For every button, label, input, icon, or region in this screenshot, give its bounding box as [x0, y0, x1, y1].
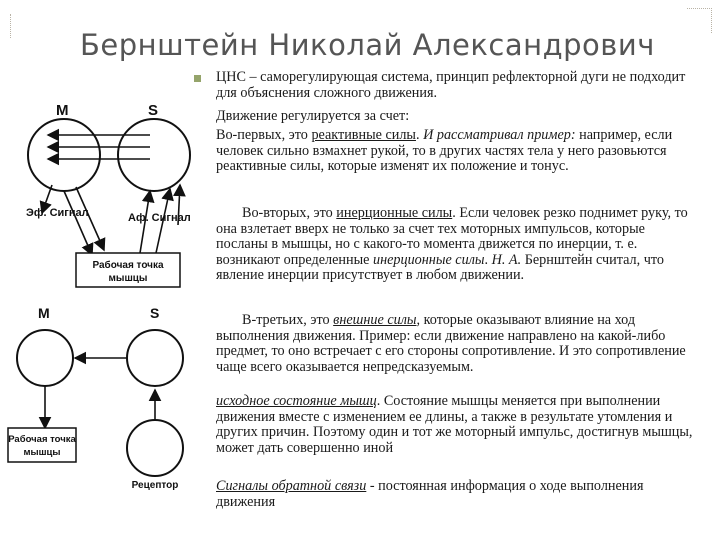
text-segment: . Если человек резко поднимет руку, то она взлетает вверх не только за счет тех моторных импульсов, которые посланы в мышцы, но с какого-то момента движется по инерции, т. е. возникают определенные	[216, 205, 688, 268]
label-m: М	[38, 305, 50, 321]
text-segment: , которые оказывают влияние на ход выполнения движения. Пример: если движение направлено на какой-либо предмет, то оно встречает с его стороны сопротивление. И это сопротивление чаще всего оказывается непредсказуемым.	[216, 312, 686, 375]
term-muscle-state: исходное состояние мышц	[216, 393, 377, 409]
label-m: М	[56, 102, 69, 119]
diagram-reflex-ring-1	[0, 85, 215, 310]
motor-center-circle	[17, 330, 73, 386]
text-italic-segment: Н. А.	[491, 251, 522, 268]
sensory-center-circle	[127, 330, 183, 386]
label-s: S	[148, 102, 159, 119]
text-italic-segment: инерционные силы	[372, 251, 485, 268]
box-label-line1: Рабочая точка	[8, 434, 76, 445]
text-segment: например, если человек сильно взмахнет рукой, то в других частях тела у него разовьются реактивные силы, которые изменят их положение и тонус.	[216, 127, 673, 175]
arrow-efferent	[64, 191, 92, 255]
text-segment: - постоянная информация о ходе выполнения движения	[216, 478, 644, 510]
term-feedback-signals: Сигналы обратной связи	[216, 478, 367, 494]
label-receptor: Рецептор	[131, 480, 179, 491]
label-afferent-signal: Аф. Сигнал	[128, 212, 191, 224]
bullet-square-icon	[194, 75, 201, 82]
label-efferent-signal: Эф. Сигнал	[26, 207, 89, 219]
slide-title: Бернштейн Николай Александрович	[80, 28, 655, 62]
box-label-line1: Рабочая точка	[92, 260, 164, 271]
text-segment: Во-первых, это	[216, 127, 312, 143]
paragraph-reactive-forces	[216, 128, 696, 175]
sensory-center-circle	[118, 119, 190, 191]
diagram-reflex-ring-2	[0, 300, 215, 500]
term-reactive-forces: реактивные силы	[311, 127, 416, 143]
label-s: S	[150, 305, 160, 321]
paragraph-muscle-state	[216, 394, 696, 456]
frame-corner-decoration	[687, 8, 712, 33]
text-segment: Во-вторых, это	[242, 205, 337, 221]
text-segment: .	[484, 251, 492, 268]
text-segment: .	[415, 127, 424, 143]
text-segment: Бернштейн считал, что явление инерции присутствует в любом движении.	[216, 251, 664, 284]
paragraph-cns: ЦНС – саморегулирующая система, принцип рефлекторной дуги не подходит для объяснения сложного движения.	[216, 69, 686, 101]
frame-left-decoration	[10, 14, 12, 38]
receptor-circle	[127, 420, 183, 476]
paragraph-external-forces	[216, 313, 696, 375]
text-italic-segment: И рассматривал пример:	[423, 127, 576, 143]
paragraph-inertial-forces	[216, 206, 696, 284]
term-external-forces: внешние силы	[333, 312, 417, 328]
motor-center-circle	[28, 119, 100, 191]
text-segment: В-третьих, это	[242, 312, 334, 328]
text-segment: . Состояние мышцы меняется при выполнении движения вместе с изменением ее длины, а также в результате утомления и других причин. Поэтому один и тот же моторный импульс, достигнув мышцы, может дать совершенно иной	[216, 393, 693, 456]
paragraph-regulation: Движение регулируется за счет:	[216, 108, 410, 124]
box-label-line2: мышцы	[108, 273, 148, 284]
box-label-line2: мышцы	[23, 447, 61, 458]
paragraph-feedback	[216, 479, 696, 510]
term-inertial-forces: инерционные силы	[336, 205, 453, 221]
